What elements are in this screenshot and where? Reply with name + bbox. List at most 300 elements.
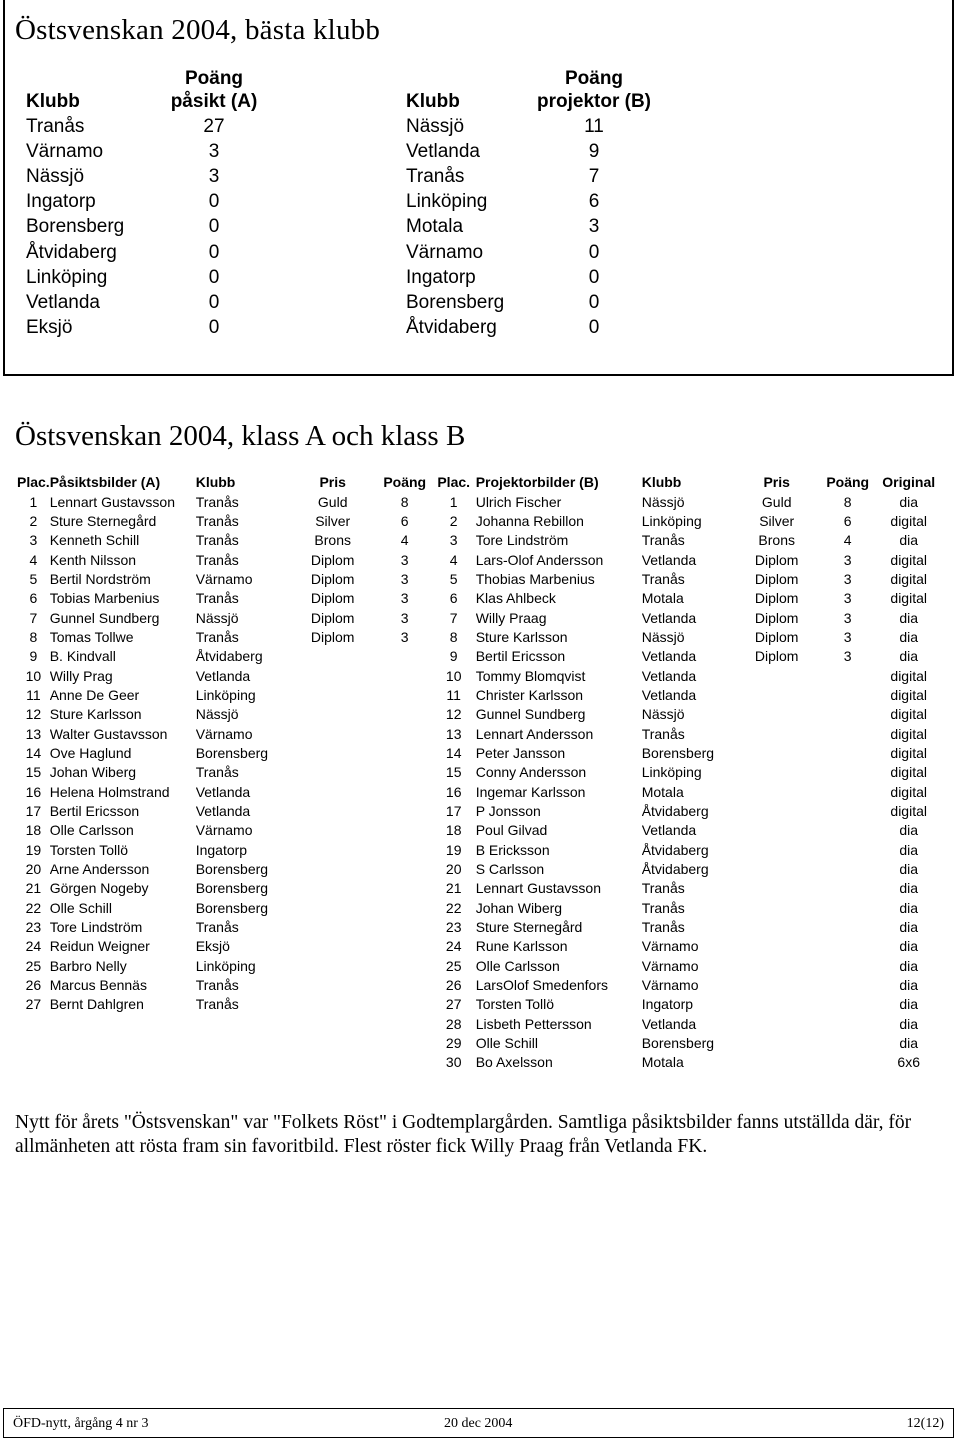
plac-b: 22 xyxy=(445,899,462,916)
club-b: Nässjö xyxy=(641,493,685,510)
plac-a xyxy=(17,1015,50,1034)
original-format: digital xyxy=(890,706,927,723)
prize-b: Diplom xyxy=(754,628,799,645)
club-b: Ingatorp xyxy=(641,996,694,1013)
club-b: Tranås xyxy=(641,899,685,916)
photographer-a: Johan Wiberg xyxy=(49,764,137,781)
prize-a xyxy=(288,705,378,724)
club-points-b: 6 xyxy=(588,191,600,213)
table-row xyxy=(17,1053,942,1072)
points-a xyxy=(378,1034,432,1053)
club-b: Värnamo xyxy=(641,957,699,974)
table-row xyxy=(17,589,942,608)
photographer-a: Willy Prag xyxy=(49,667,113,684)
points-b xyxy=(820,1053,876,1072)
photographer-a: Sture Sternegård xyxy=(49,512,157,529)
table-row xyxy=(17,492,942,511)
original-format: digital xyxy=(890,686,927,703)
prize-a xyxy=(288,995,378,1014)
table-row xyxy=(17,531,942,550)
prize-b xyxy=(734,1015,820,1034)
club-a: Vetlanda xyxy=(195,667,251,684)
plac-a xyxy=(17,1053,50,1072)
plac-b: 8 xyxy=(449,628,458,645)
header-poang-b: Poäng xyxy=(826,474,870,491)
club-points-a: 0 xyxy=(208,216,220,238)
points-a xyxy=(378,860,432,879)
prize-a xyxy=(288,957,378,976)
points-a xyxy=(378,1053,432,1072)
prize-a: Diplom xyxy=(310,628,355,645)
plac-b: 18 xyxy=(445,822,462,839)
points-b xyxy=(820,976,876,995)
plac-a: 4 xyxy=(29,551,38,568)
club-name-b: Linköping xyxy=(406,191,488,213)
table-row xyxy=(17,899,942,918)
club-b: Värnamo xyxy=(641,938,699,955)
photographer-a: Kenneth Schill xyxy=(49,532,140,549)
club-a: Vetlanda xyxy=(195,783,251,800)
club-points-b: 0 xyxy=(588,266,600,288)
prize-b: Diplom xyxy=(754,590,799,607)
original-format: dia xyxy=(899,938,919,955)
points-b: 8 xyxy=(843,493,852,510)
club-a: Vetlanda xyxy=(195,803,251,820)
plac-b: 25 xyxy=(445,957,462,974)
prize-b xyxy=(734,918,820,937)
original-format: digital xyxy=(890,783,927,800)
photographer-a: B. Kindvall xyxy=(49,648,116,665)
plac-b: 15 xyxy=(445,764,462,781)
prize-b xyxy=(734,666,820,685)
prize-b xyxy=(734,937,820,956)
header-pris-a: Pris xyxy=(319,474,346,491)
points-b xyxy=(820,995,876,1014)
points-a xyxy=(378,841,432,860)
points-a xyxy=(378,724,432,743)
prize-b xyxy=(734,879,820,898)
points-b xyxy=(820,724,876,743)
club-a: Borensberg xyxy=(195,861,269,878)
photographer-a: Marcus Bennäs xyxy=(49,977,147,994)
plac-b: 11 xyxy=(446,686,461,703)
original-format: dia xyxy=(899,919,919,936)
photographer-b: LarsOlof Smedenfors xyxy=(475,977,608,994)
points-a xyxy=(378,705,432,724)
prize-a xyxy=(288,1053,378,1072)
points-b: 3 xyxy=(843,570,852,587)
plac-a: 19 xyxy=(25,841,42,858)
club-a: Borensberg xyxy=(195,744,269,761)
table-row xyxy=(17,783,942,802)
club-points-a: 0 xyxy=(208,241,220,263)
club-b: Borensberg xyxy=(641,744,715,761)
plac-a: 6 xyxy=(29,590,38,607)
club-a: Nässjö xyxy=(195,706,239,723)
club-a: Tranås xyxy=(195,512,239,529)
photographer-a: Olle Schill xyxy=(49,899,112,916)
plac-b: 29 xyxy=(445,1035,462,1052)
table-row xyxy=(17,841,942,860)
club-b: Vetlanda xyxy=(641,551,697,568)
original-format: digital xyxy=(890,551,927,568)
photographer-a: Torsten Tollö xyxy=(49,841,129,858)
plac-b: 20 xyxy=(445,861,462,878)
club-name-a: Borensberg xyxy=(26,216,125,238)
plac-b: 28 xyxy=(445,1015,462,1032)
original-format: 6x6 xyxy=(897,1054,920,1071)
photographer-b: Bertil Ericsson xyxy=(475,648,566,665)
original-format: digital xyxy=(890,744,927,761)
plac-b: 27 xyxy=(445,996,462,1013)
club-a: Linköping xyxy=(195,686,256,703)
club-a: Tranås xyxy=(195,532,239,549)
photographer-a: Reidun Weigner xyxy=(49,938,150,955)
photographer-a: Sture Karlsson xyxy=(49,706,142,723)
club-points-a: 0 xyxy=(208,316,220,338)
photographer-b: Rune Karlsson xyxy=(475,938,568,955)
club-a: Värnamo xyxy=(195,725,253,742)
table-row xyxy=(17,550,942,569)
club-points-b: 11 xyxy=(584,116,604,137)
prize-a xyxy=(288,802,378,821)
plac-b: 4 xyxy=(449,551,458,568)
photographer-a: Lennart Gustavsson xyxy=(49,493,175,510)
prize-b xyxy=(734,995,820,1014)
points-b: 3 xyxy=(843,609,852,626)
plac-a: 27 xyxy=(25,996,42,1013)
points-b: 3 xyxy=(843,590,852,607)
table-row xyxy=(17,918,942,937)
original-format: dia xyxy=(899,493,919,510)
prize-a xyxy=(288,686,378,705)
footer-publication: ÖFD-nytt, årgång 4 nr 3 xyxy=(13,1416,149,1431)
prize-a: Brons xyxy=(314,532,351,549)
photographer-b: Sture Sternegård xyxy=(475,919,583,936)
points-a: 4 xyxy=(400,532,409,549)
club-b: Vetlanda xyxy=(641,667,697,684)
club-a: Borensberg xyxy=(195,899,269,916)
points-a xyxy=(378,957,432,976)
original-format: digital xyxy=(890,570,927,587)
original-format: dia xyxy=(899,977,919,994)
club-name-b: Ingatorp xyxy=(406,266,476,288)
col-poang-a-bottom: påsikt (A) xyxy=(170,91,258,112)
original-format: dia xyxy=(899,880,919,897)
photographer-b: P Jonsson xyxy=(475,803,541,820)
original-format: digital xyxy=(890,590,927,607)
club-points-a: 0 xyxy=(208,291,220,313)
club-name-b: Åtvidaberg xyxy=(406,316,497,338)
table-row xyxy=(17,860,942,879)
points-a xyxy=(378,647,432,666)
club-a: Eksjö xyxy=(195,938,230,955)
points-b xyxy=(820,899,876,918)
plac-a: 12 xyxy=(25,706,42,723)
prize-b xyxy=(734,821,820,840)
header-poang-a: Poäng xyxy=(383,474,427,491)
prize-a xyxy=(288,860,378,879)
photographer-a: Kenth Nilsson xyxy=(49,551,137,568)
photographer-b: Christer Karlsson xyxy=(475,686,584,703)
plac-a: 15 xyxy=(25,764,42,781)
table-row xyxy=(17,608,942,627)
points-b xyxy=(820,841,876,860)
photographer-b: Olle Carlsson xyxy=(475,957,560,974)
table-row xyxy=(17,995,942,1014)
club-points-a: 0 xyxy=(208,266,220,288)
club-a xyxy=(196,1015,288,1034)
club-b: Motala xyxy=(641,1054,684,1071)
header-original: Original xyxy=(882,474,936,491)
photographer-b: Lisbeth Pettersson xyxy=(475,1015,592,1032)
prize-b xyxy=(734,802,820,821)
club-a xyxy=(196,1034,288,1053)
photographer-b: Poul Gilvad xyxy=(475,822,548,839)
photographer-b: Conny Andersson xyxy=(475,764,587,781)
photographer-a: Gunnel Sundberg xyxy=(49,609,160,626)
prize-b xyxy=(734,860,820,879)
class-results-table xyxy=(17,473,942,1073)
plac-a: 3 xyxy=(29,532,38,549)
points-a xyxy=(378,821,432,840)
prize-a xyxy=(288,841,378,860)
footer-date: 20 dec 2004 xyxy=(444,1416,513,1431)
plac-a: 1 xyxy=(29,493,38,510)
original-format: digital xyxy=(890,803,927,820)
plac-a: 9 xyxy=(29,648,38,665)
club-name-a: Linköping xyxy=(26,266,108,288)
points-a xyxy=(378,1015,432,1034)
photographer-a: Tobias Marbenius xyxy=(49,590,160,607)
table-header-row xyxy=(17,473,942,492)
prize-b xyxy=(734,841,820,860)
points-a xyxy=(378,763,432,782)
original-format: dia xyxy=(899,957,919,974)
plac-a: 8 xyxy=(29,628,38,645)
prize-a xyxy=(288,976,378,995)
points-b xyxy=(820,763,876,782)
points-b xyxy=(820,802,876,821)
prize-b xyxy=(734,1034,820,1053)
plac-b: 10 xyxy=(445,667,462,684)
table-row xyxy=(17,647,942,666)
photographer-a: Tore Lindström xyxy=(49,919,143,936)
plac-a: 18 xyxy=(25,822,42,839)
photographer-b: Bo Axelsson xyxy=(475,1054,553,1071)
class-results-title: Östsvenskan 2004, klass A och klass B xyxy=(15,420,466,452)
prize-a xyxy=(288,666,378,685)
club-b: Åtvidaberg xyxy=(641,803,709,820)
points-b xyxy=(820,879,876,898)
club-name-a: Åtvidaberg xyxy=(26,241,117,263)
points-b xyxy=(820,1015,876,1034)
points-a: 3 xyxy=(400,609,409,626)
prize-b: Diplom xyxy=(754,648,799,665)
photographer-a: Olle Carlsson xyxy=(49,822,134,839)
prize-a xyxy=(288,647,378,666)
table-row xyxy=(17,628,942,647)
club-b: Nässjö xyxy=(641,706,685,723)
club-name-a: Ingatorp xyxy=(26,191,96,213)
plac-a: 14 xyxy=(25,744,42,761)
points-a xyxy=(378,744,432,763)
table-row xyxy=(17,937,942,956)
club-points-b: 0 xyxy=(588,241,600,263)
prize-b xyxy=(734,957,820,976)
plac-b: 9 xyxy=(449,648,458,665)
results-note: Nytt för årets "Östsvenskan" var "Folkets Röst" i Godtemplargården. Samtliga påsiktsbilder fanns utställda där, för allmänheten att rösta fram sin favoritbild. Flest röster fick Willy Praag från Vetlanda FK. xyxy=(15,1112,912,1157)
plac-b: 3 xyxy=(449,532,458,549)
points-a xyxy=(378,937,432,956)
prize-a xyxy=(288,899,378,918)
photographer-b: Sture Karlsson xyxy=(475,628,568,645)
points-b xyxy=(820,937,876,956)
prize-b: Diplom xyxy=(754,551,799,568)
club-name-a: Nässjö xyxy=(26,166,85,188)
plac-b: 26 xyxy=(445,977,462,994)
club-b: Tranås xyxy=(641,570,685,587)
prize-a xyxy=(288,821,378,840)
plac-b: 30 xyxy=(445,1054,462,1071)
original-format: dia xyxy=(899,648,919,665)
club-a: Tranås xyxy=(195,493,239,510)
points-a: 3 xyxy=(400,590,409,607)
plac-b: 5 xyxy=(449,570,458,587)
header-projektorbilder: Projektorbilder (B) xyxy=(475,474,599,491)
prize-a xyxy=(288,724,378,743)
club-a: Linköping xyxy=(195,957,256,974)
original-format: dia xyxy=(899,861,919,878)
prize-b xyxy=(734,744,820,763)
photographer-b: Willy Praag xyxy=(475,609,547,626)
club-name-b: Motala xyxy=(406,216,464,238)
points-a: 3 xyxy=(400,570,409,587)
prize-a: Diplom xyxy=(310,570,355,587)
table-row xyxy=(17,570,942,589)
club-a: Åtvidaberg xyxy=(195,648,263,665)
club-name-b: Tranås xyxy=(406,166,465,188)
photographer-a: Bertil Ericsson xyxy=(49,803,140,820)
points-b xyxy=(820,918,876,937)
plac-a: 13 xyxy=(25,725,42,742)
plac-a: 2 xyxy=(29,512,38,529)
original-format: dia xyxy=(899,628,919,645)
table-row xyxy=(17,1015,942,1034)
club-points-b: 0 xyxy=(588,291,600,313)
page-footer xyxy=(3,1408,954,1438)
original-format: dia xyxy=(899,1015,919,1032)
prize-b: Brons xyxy=(758,532,795,549)
table-row xyxy=(17,705,942,724)
table-row xyxy=(17,1034,942,1053)
points-b: 3 xyxy=(843,551,852,568)
photographer-a: Arne Andersson xyxy=(49,861,150,878)
original-format: dia xyxy=(899,841,919,858)
points-b: 6 xyxy=(843,512,852,529)
original-format: digital xyxy=(890,764,927,781)
club-name-b: Nässjö xyxy=(406,116,465,137)
points-b xyxy=(820,744,876,763)
club-name-a: Värnamo xyxy=(26,141,104,163)
club-name-b: Vetlanda xyxy=(406,141,480,163)
points-b xyxy=(820,666,876,685)
plac-a: 25 xyxy=(25,957,42,974)
prize-a xyxy=(288,763,378,782)
club-name-b: Borensberg xyxy=(406,291,505,313)
photographer-a: Anne De Geer xyxy=(49,686,140,703)
plac-a: 23 xyxy=(25,919,42,936)
table-row xyxy=(17,666,942,685)
photographer-b: Lars-Olof Andersson xyxy=(475,551,604,568)
photographer-b: Tommy Blomqvist xyxy=(475,667,586,684)
photographer-a: Bernt Dahlgren xyxy=(49,996,144,1013)
points-a xyxy=(378,995,432,1014)
club-b: Borensberg xyxy=(641,1035,715,1052)
points-a: 3 xyxy=(400,628,409,645)
col-klubb-a: Klubb xyxy=(26,91,80,112)
club-points-a: 0 xyxy=(208,191,220,213)
original-format: dia xyxy=(899,532,919,549)
points-b: 4 xyxy=(843,532,852,549)
prize-a xyxy=(288,1015,378,1034)
table-row xyxy=(17,744,942,763)
plac-a: 11 xyxy=(26,686,41,703)
club-b: Tranås xyxy=(641,880,685,897)
photographer-a: Barbro Nelly xyxy=(49,957,127,974)
photographer-b: Olle Schill xyxy=(475,1035,538,1052)
original-format: digital xyxy=(890,512,927,529)
prize-b xyxy=(734,686,820,705)
club-a: Tranås xyxy=(195,764,239,781)
points-a xyxy=(378,686,432,705)
header-plac-a: Plac. xyxy=(17,474,50,491)
club-name-a: Vetlanda xyxy=(26,291,100,313)
club-a: Tranås xyxy=(195,919,239,936)
club-a: Tranås xyxy=(195,996,239,1013)
prize-a xyxy=(288,937,378,956)
plac-b: 23 xyxy=(445,919,462,936)
points-b xyxy=(820,1034,876,1053)
original-format: dia xyxy=(899,822,919,839)
club-points-b: 7 xyxy=(588,166,600,188)
header-klubb-a: Klubb xyxy=(195,474,236,491)
footer-page-number: 12(12) xyxy=(906,1416,944,1431)
photographer-b: Torsten Tollö xyxy=(475,996,555,1013)
club-b: Tranås xyxy=(641,725,685,742)
photographer-b: Tore Lindström xyxy=(475,532,569,549)
header-pasiktsbilder: Påsiktsbilder (A) xyxy=(49,474,161,491)
table-row xyxy=(17,821,942,840)
club-a: Värnamo xyxy=(195,822,253,839)
prize-a xyxy=(288,744,378,763)
table-row xyxy=(17,686,942,705)
points-a: 8 xyxy=(400,493,409,510)
club-b: Linköping xyxy=(641,764,702,781)
table-row xyxy=(17,976,942,995)
plac-b: 7 xyxy=(449,609,458,626)
points-a xyxy=(378,918,432,937)
club-b: Nässjö xyxy=(641,628,685,645)
prize-b xyxy=(734,783,820,802)
plac-a: 20 xyxy=(25,861,42,878)
points-a: 3 xyxy=(400,551,409,568)
prize-a xyxy=(288,879,378,898)
club-a: Tranås xyxy=(195,628,239,645)
points-b xyxy=(820,705,876,724)
points-a: 6 xyxy=(400,512,409,529)
photographer-b: Ingemar Karlsson xyxy=(475,783,586,800)
